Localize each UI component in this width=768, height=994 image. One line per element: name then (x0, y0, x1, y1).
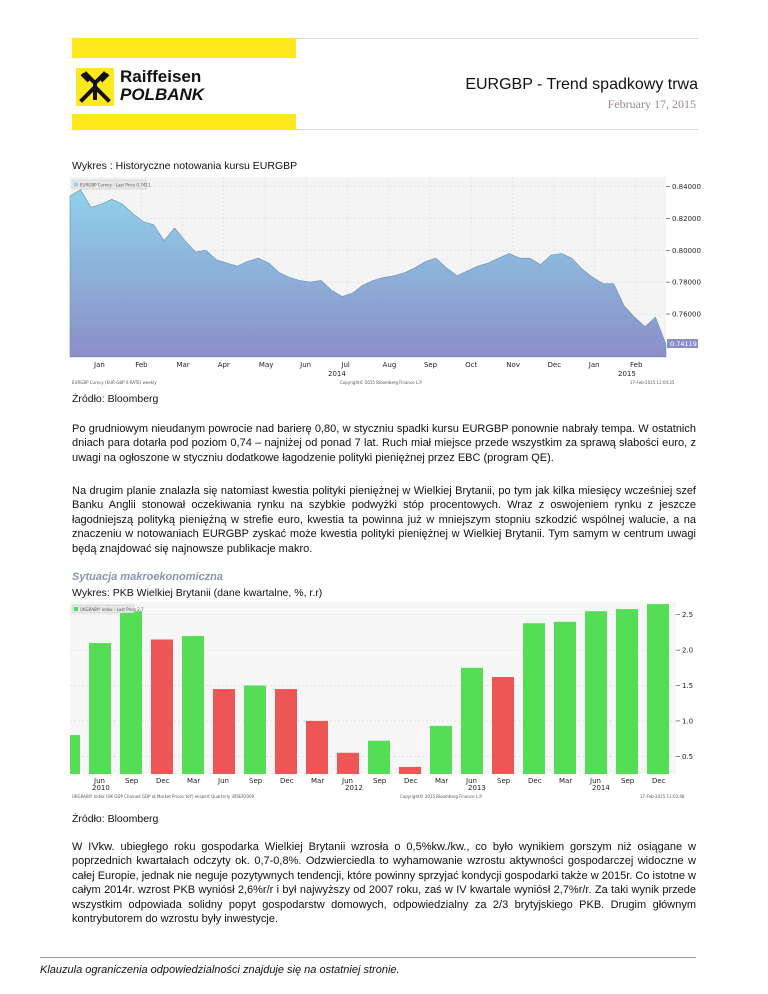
chart2-xtick-label: Dec (280, 777, 294, 785)
chart2-bar (399, 767, 421, 774)
logo-line2: POLBANK (120, 85, 205, 104)
chart2-xtick-label: Dec (528, 777, 542, 785)
chart1-source: Źródło: Bloomberg (72, 393, 159, 405)
chart1-year-2015: 2015 (618, 370, 636, 378)
header-top-bar (72, 38, 296, 58)
raiffeisen-logo-icon (76, 68, 114, 106)
chart1-xtick-label: Apr (217, 361, 230, 369)
page-date: February 17, 2015 (607, 97, 696, 111)
chart2-xtick-label: Sep (125, 777, 139, 785)
chart1-xtick-label: Feb (135, 361, 148, 369)
chart2-bar (585, 611, 607, 774)
chart1-xtick-label: Aug (382, 361, 397, 369)
chart2-bar (523, 623, 545, 774)
chart2-year-2012: 2012 (345, 784, 363, 792)
chart1-xtick-label: Jun (300, 361, 312, 369)
eurgbp-chart (70, 177, 701, 387)
chart2-bar (647, 604, 669, 774)
chart2-year-2014: 2014 (592, 784, 610, 792)
chart1-xtick-label: Feb (630, 361, 643, 369)
raiffeisen-logo (76, 68, 216, 106)
chart2-xtick-label: Mar (435, 777, 449, 785)
chart1-footer-right: 17-Feb-2015 11:04:25 (630, 380, 675, 385)
chart2-bar (461, 668, 483, 774)
chart2-bar (306, 721, 328, 774)
chart2-year-2010: 2010 (92, 784, 110, 792)
chart1-xtick-label: Oct (465, 361, 478, 369)
chart2-footer-mid: Copyright© 2015 Bloomberg Finance L.P. (400, 794, 483, 799)
chart2-ytick-label: 1.0 (682, 717, 694, 726)
chart2-xtick-label: Jun (94, 777, 105, 785)
chart1-xtick-label: Jul (341, 361, 350, 369)
logo-wordmark (120, 68, 204, 104)
chart2-footer-left: UKGRABIY Index (UK GDP Chained GDP at Market Prices YoY) ekspert Quarterly 30SEP2009 (72, 794, 255, 799)
chart1-xtick-label: Jan (588, 361, 600, 369)
chart2-xtick-label: Dec (156, 777, 170, 785)
chart2-bar (337, 753, 359, 774)
chart2-xtick-label: Dec (404, 777, 418, 785)
section-title: Sytuacja makroekonomiczna (72, 571, 224, 583)
chart2-xtick-label: Sep (497, 777, 511, 785)
chart2-bar (368, 741, 390, 774)
header-bottom-rule (296, 129, 698, 130)
chart2-bar (430, 726, 452, 774)
chart2-year-2013: 2013 (468, 784, 486, 792)
chart1-ytick-label: 0.76000 (672, 310, 701, 319)
chart2-ytick-label: 1.5 (682, 682, 694, 691)
chart2-xtick-label: Mar (311, 777, 325, 785)
chart2-bar (70, 735, 80, 774)
chart1-caption: Wykres : Historyczne notowania kursu EURGBP (72, 160, 298, 172)
chart1-xtick-label: Mar (176, 361, 190, 369)
page-title: EURGBP - Trend spadkowy trwa (465, 76, 698, 93)
chart2-bar (554, 622, 576, 774)
chart2-bar (275, 689, 297, 774)
chart2-footer-right: 17-Feb-2015 11:03:48 (640, 794, 685, 799)
chart2-source: Źródło: Bloomberg (72, 813, 159, 825)
chart1-footer-left: EURGBP Curncy (EUR-GBP X-RATE) weekly (72, 380, 157, 385)
chart2-bar (492, 677, 514, 774)
chart2-xtick-label: Jun (218, 777, 229, 785)
chart2-bar (244, 686, 266, 774)
logo-line1: Raiffeisen (120, 67, 202, 86)
chart1-xtick-label: Nov (506, 361, 520, 369)
header-top-rule (296, 38, 698, 39)
chart1-ytick-label: 0.84000 (672, 183, 701, 192)
paragraph-3: W IVkw. ubiegłego roku gospodarka Wielkiej Brytanii wzrosła o 0,5%kw./kw., co było wynikiem gorszym niż osiągane w poprzednich kwartałach odczyty ok. 0,7-0,8%. Odzwierciedla to wyhamowanie wzrostu aktywności gospodarczej widoczne w całej Europie, jednak nie neguje pozytywnych tendencji, które powinny sprzyjać kondycji gospodarki także w 2015r. Co istotne w całym 2014r. wzrost PKB wyniósł 2,6%r/r i był najwyższy od 2007 roku, zaś w IV kwartale wyniósł 2,7%r/r. Za taki wynik przede wszystkim odpowiada solidny popyt gospodarstw domowych, odpowiedzialny za 2/3 brytyjskiego PKB. Drugim głównym kontrybutorem do wzrostu były inwestycje. (72, 841, 696, 926)
chart1-legend: EURGBP Curncy - Last Price 0.7411 (80, 182, 151, 188)
chart2-xtick-label: Sep (249, 777, 263, 785)
chart1-footer-mid: Copyright© 2015 Bloomberg Finance L.P. (340, 380, 423, 385)
header-bottom-bar (72, 114, 296, 130)
chart2-ytick-label: 2.0 (682, 646, 694, 655)
chart1-xtick-label: Jan (94, 361, 105, 369)
chart1-ytick-label: 0.78000 (672, 278, 701, 287)
chart2-caption: Wykres: PKB Wielkiej Brytanii (dane kwartalne, %, r.r) (72, 587, 323, 599)
chart2-xtick-label: Jun (466, 777, 477, 785)
chart2-xtick-label: Mar (559, 777, 573, 785)
chart2-xtick-label: Jun (342, 777, 353, 785)
chart2-ytick-label: 0.5 (682, 752, 694, 761)
chart2-xtick-label: Sep (621, 777, 635, 785)
chart2-bar (89, 643, 111, 774)
chart1-year-2014: 2014 (328, 370, 346, 378)
chart2-bar (616, 609, 638, 774)
paragraph-2: Na drugim planie znalazła się natomiast kwestia polityki pieniężnej w Wielkiej Brytanii, po tym jak kilka miesięcy wcześniej szef Banku Anglii stonował oczekiwania rynku na szybkie podwyżki stóp procentowych. Wraz z oswojeniem rynku z jeszcze łagodniejszą polityką pieniężną w strefie euro, kwestia ta powinna już w mniejszym stopniu szkodzić wspólnej walucie, a na znaczeniu w notowaniach EURGBP zyskać może kwestia polityki pieniężnej w Wielkiej Brytanii. Tym samym w centrum uwagi będą znajdować się najnowsze publikacje makro. (72, 485, 696, 555)
chart1-xtick-label: Dec (547, 361, 562, 369)
chart2-bar (151, 640, 173, 774)
footer-disclaimer: Klauzula ograniczenia odpowiedzialności znajduje się na ostatniej stronie. (40, 964, 400, 976)
footer-rule (40, 957, 696, 958)
paragraph-1: Po grudniowym nieudanym powrocie nad barierę 0,80, w styczniu spadki kursu EURGBP ponownie nabrały tempa. W ostatnich dniach para dotarła pod poziom 0,74 – najniżej od ponad 7 lat. Ruch miał miejsce przede wszystkim za sprawą słabości euro, z uwagi na ogłoszone w styczniu dodatkowe łagodzenie polityki pieniężnej przez EBC (program QE). (72, 423, 696, 464)
chart1-xtick-label: May (258, 361, 274, 369)
chart2-xtick-label: Dec (652, 777, 666, 785)
chart2-bar (213, 689, 235, 774)
gdp-chart (70, 602, 698, 802)
chart2-xtick-label: Mar (187, 777, 201, 785)
chart2-bar (120, 611, 142, 774)
chart1-xtick-label: Sep (423, 361, 438, 369)
chart2-ytick-label: 2.5 (682, 611, 694, 620)
chart2-bar (182, 636, 204, 774)
chart2-xtick-label: Sep (373, 777, 387, 785)
chart1-ytick-label: 0.82000 (672, 214, 701, 223)
chart2-xtick-label: Jun (590, 777, 601, 785)
chart2-legend: UKGRABIY Index - Last Price 2.7 (80, 607, 144, 612)
chart1-last-label: 0.74119 (670, 340, 697, 348)
chart1-ytick-label: 0.80000 (672, 246, 701, 255)
